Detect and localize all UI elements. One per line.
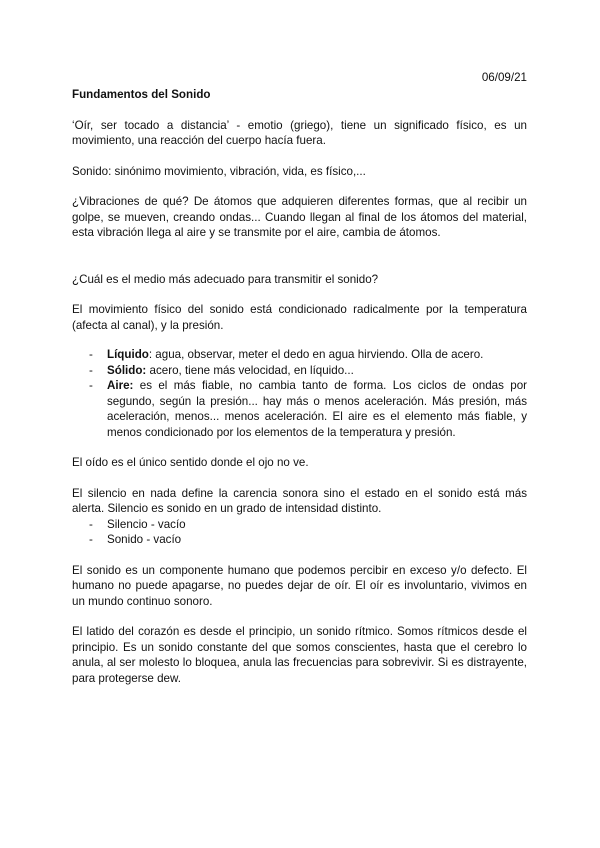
media-list	[72, 347, 527, 440]
list-bullet: -	[89, 379, 93, 392]
paragraph-question: ¿Cuál es el medio más adecuado para transmitir el sonido?	[72, 272, 379, 286]
paragraph-definition: ‘Oír, ser tocado a distancia’ - emotio (griego), tiene un significado físico, es un movimiento, una reacción del cuerpo hacía fuera.	[72, 118, 527, 147]
paragraph-heartbeat: El latido del corazón es desde el principio, un sonido rítmico. Somos rítmicos desde el principio. Es un sonido constante del que somos conscientes, hasta que el cerebro lo anula, al ser molesto lo bloquea, anula las frecuencias para sobrevivir. Si es distrayente, para protegerse dew.	[72, 625, 527, 685]
document-title: Fundamentos del Sonido	[72, 88, 211, 101]
list-bullet: -	[89, 533, 93, 546]
list-item	[89, 517, 527, 533]
paragraph-vibrations: ¿Vibraciones de qué? De átomos que adquieren diferentes formas, que al recibir un golpe, se mueven, creando ondas... Cuando llegan al final de los átomos del material, esta vibración llega al aire y se transmite por el aire, cambia de átomos.	[72, 195, 527, 239]
list-item-term: Líquido	[107, 348, 149, 361]
paragraph-human-component: El sonido es un componente humano que podemos percibir en exceso y/o defecto. El humano no puede apagarse, no puedes dejar de oír. El oír es involuntario, vivimos en un mundo continuo sonoro.	[72, 563, 527, 608]
list-item-term: Sólido:	[107, 363, 147, 377]
list-bullet: -	[89, 517, 93, 531]
list-item	[89, 363, 527, 379]
list-item	[89, 532, 527, 548]
list-item-text: Silencio - vacío	[107, 517, 186, 531]
list-item-text: Sonido - vacío	[107, 533, 182, 546]
paragraph-ear: El oído es el único sentido donde el ojo no ve.	[72, 456, 309, 469]
paragraph-synonyms: Sonido: sinónimo movimiento, vibración, vida, es físico,...	[72, 164, 366, 178]
list-bullet: -	[89, 363, 93, 377]
list-item	[89, 378, 527, 440]
paragraph-temperature: El movimiento físico del sonido está condicionado radicalmente por la temperatura (afecta al canal), y la presión.	[72, 303, 527, 332]
list-bullet: -	[89, 348, 93, 361]
list-item-text: acero, tiene más velocidad, en líquido...	[146, 363, 354, 377]
document-date: 06/09/21	[481, 71, 527, 84]
silence-list	[72, 517, 527, 548]
paragraph-silence: El silencio en nada define la carencia sonora sino el estado en el sonido está más alerta. Silencio es sonido en un grado de intensidad distinto.	[72, 486, 527, 515]
list-item-text: es el más fiable, no cambia tanto de forma. Los ciclos de ondas por segundo, según la presión... hay más o menos aceleración. Más presión, más aceleración, menos... menos aceleración. El aire es el elemento más fiable, y menos condicionado por los elementos de la temperatura y presión.	[107, 379, 527, 439]
document-body	[72, 87, 527, 701]
list-item	[89, 347, 527, 363]
list-item-term: Aire:	[107, 379, 134, 392]
list-item-text: : agua, observar, meter el dedo en agua hirviendo. Olla de acero.	[148, 348, 484, 361]
